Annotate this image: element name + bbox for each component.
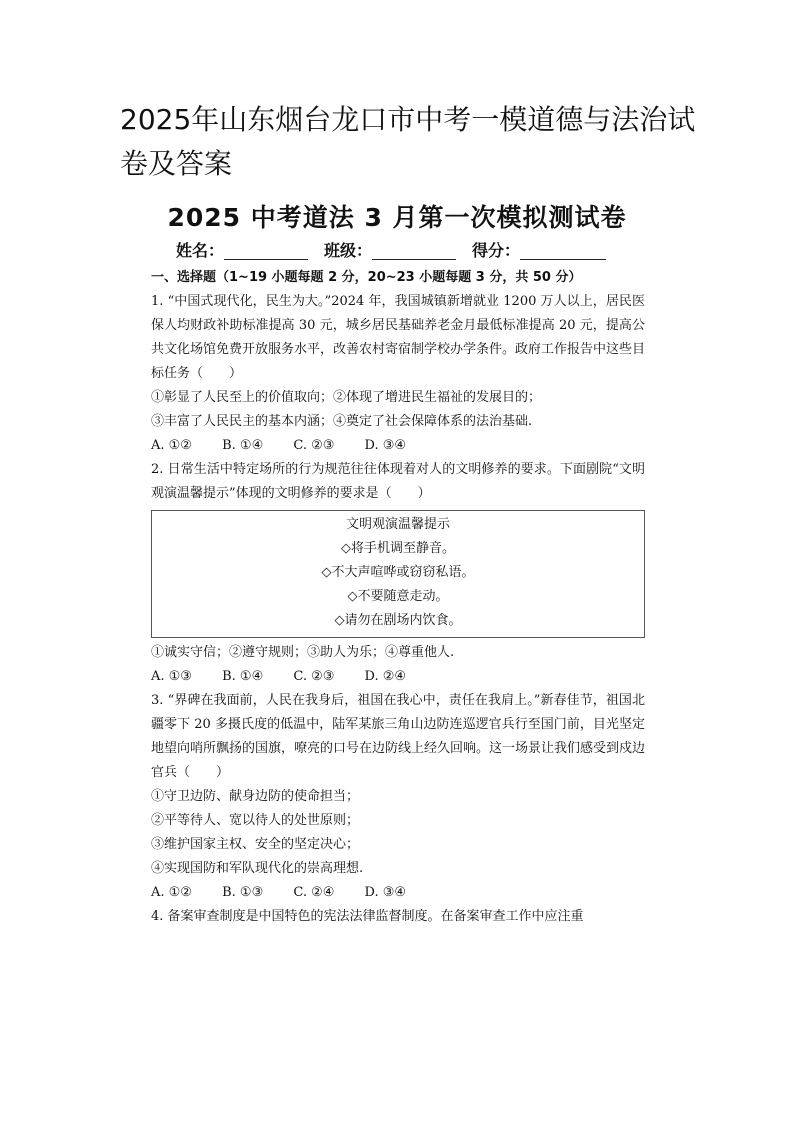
question-3 (151, 689, 645, 905)
score-field (472, 238, 606, 261)
theater-tips-box (151, 510, 645, 638)
question-1 (151, 290, 645, 458)
section-heading-choice: 一、选择题（1~19 小题每题 2 分，20~23 小题每题 3 分，共 50 分） (151, 270, 582, 285)
tip-line: ◇将手机调至静音。 (341, 541, 455, 556)
name-field (176, 238, 308, 261)
question-stem: 1. “中国式现代化，民生为大。”2024 年，我国城镇新增就业 1200 万人以上，居民医保人均财政补助标准提高 30 元，城乡居民基础养老金月最低标准提高 20 元，提高公共文化场馆免费开放服务水平，改善农村寄宿制学校办学条件。政府工作报告中这些目标任务（ ） (151, 294, 646, 381)
student-info-row (176, 238, 636, 264)
tips-box-title: 文明观演温馨提示 (345, 517, 450, 532)
answer-options: A. ①③ B. ①④ C. ②③ D. ②④ (151, 669, 407, 684)
question-stem: 2. 日常生活中特定场所的行为规范往往体现着对人的文明修养的要求。下面剧院“文明观演温馨提示”体现的文明修养的要求是（ ） (151, 462, 645, 501)
statement-line: ②平等待人、宽以待人的处世原则； (151, 813, 360, 828)
tip-line: ◇请勿在剧场内饮食。 (334, 613, 462, 628)
score-blank (520, 241, 606, 260)
question-4 (151, 905, 645, 929)
answer-options: A. ①② B. ①③ C. ②④ D. ③④ (151, 885, 407, 900)
statement-line: ③丰富了人民民主的基本内涵；④奠定了社会保障体系的法治基础. (151, 414, 533, 429)
statement-line: ③维护国家主权、安全的坚定决心； (151, 837, 360, 852)
class-field (324, 238, 456, 261)
statement-line: ①彰显了人民至上的价值取向；②体现了增进民生福祉的发展目的； (151, 390, 542, 405)
class-blank (372, 241, 456, 260)
answer-options: A. ①② B. ①④ C. ②③ D. ③④ (151, 438, 407, 453)
class-label: 班级： (324, 241, 373, 260)
name-label: 姓名： (176, 241, 225, 260)
statement-line: ①诚实守信；②遵守规则；③助人为乐；④尊重他人. (151, 645, 455, 660)
tip-line: ◇不要随意走动。 (347, 589, 449, 604)
exam-title: 2025 中考道法 3 月第一次模拟测试卷 (167, 203, 627, 232)
score-label: 得分： (472, 241, 521, 260)
question-stem: 3. “界碑在我面前，人民在我身后，祖国在我心中，责任在我肩上。”新春佳节，祖国北疆零下 20 多摄氏度的低温中，陆军某旅三角山边防连巡逻官兵行至国门前，目光坚定地望向哨所飘扬的国旗，嘹亮的口号在边防线上经久回响。这一场景让我们感受到戍边官兵（ ） (151, 693, 646, 780)
name-blank (224, 241, 308, 260)
question-stem: 4. 备案审查制度是中国特色的宪法法律监督制度。在备案审查工作中应注重 (151, 909, 584, 924)
question-2 (151, 458, 645, 689)
tip-line: ◇不大声喧哗或窃窃私语。 (321, 565, 475, 580)
document-title: 2025年山东烟台龙口市中考一模道德与法治试卷及答案 (120, 103, 696, 180)
questions (151, 290, 645, 929)
statement-line: ④实现国防和军队现代化的崇高理想. (151, 861, 364, 876)
statement-line: ①守卫边防、献身边防的使命担当； (151, 789, 360, 804)
